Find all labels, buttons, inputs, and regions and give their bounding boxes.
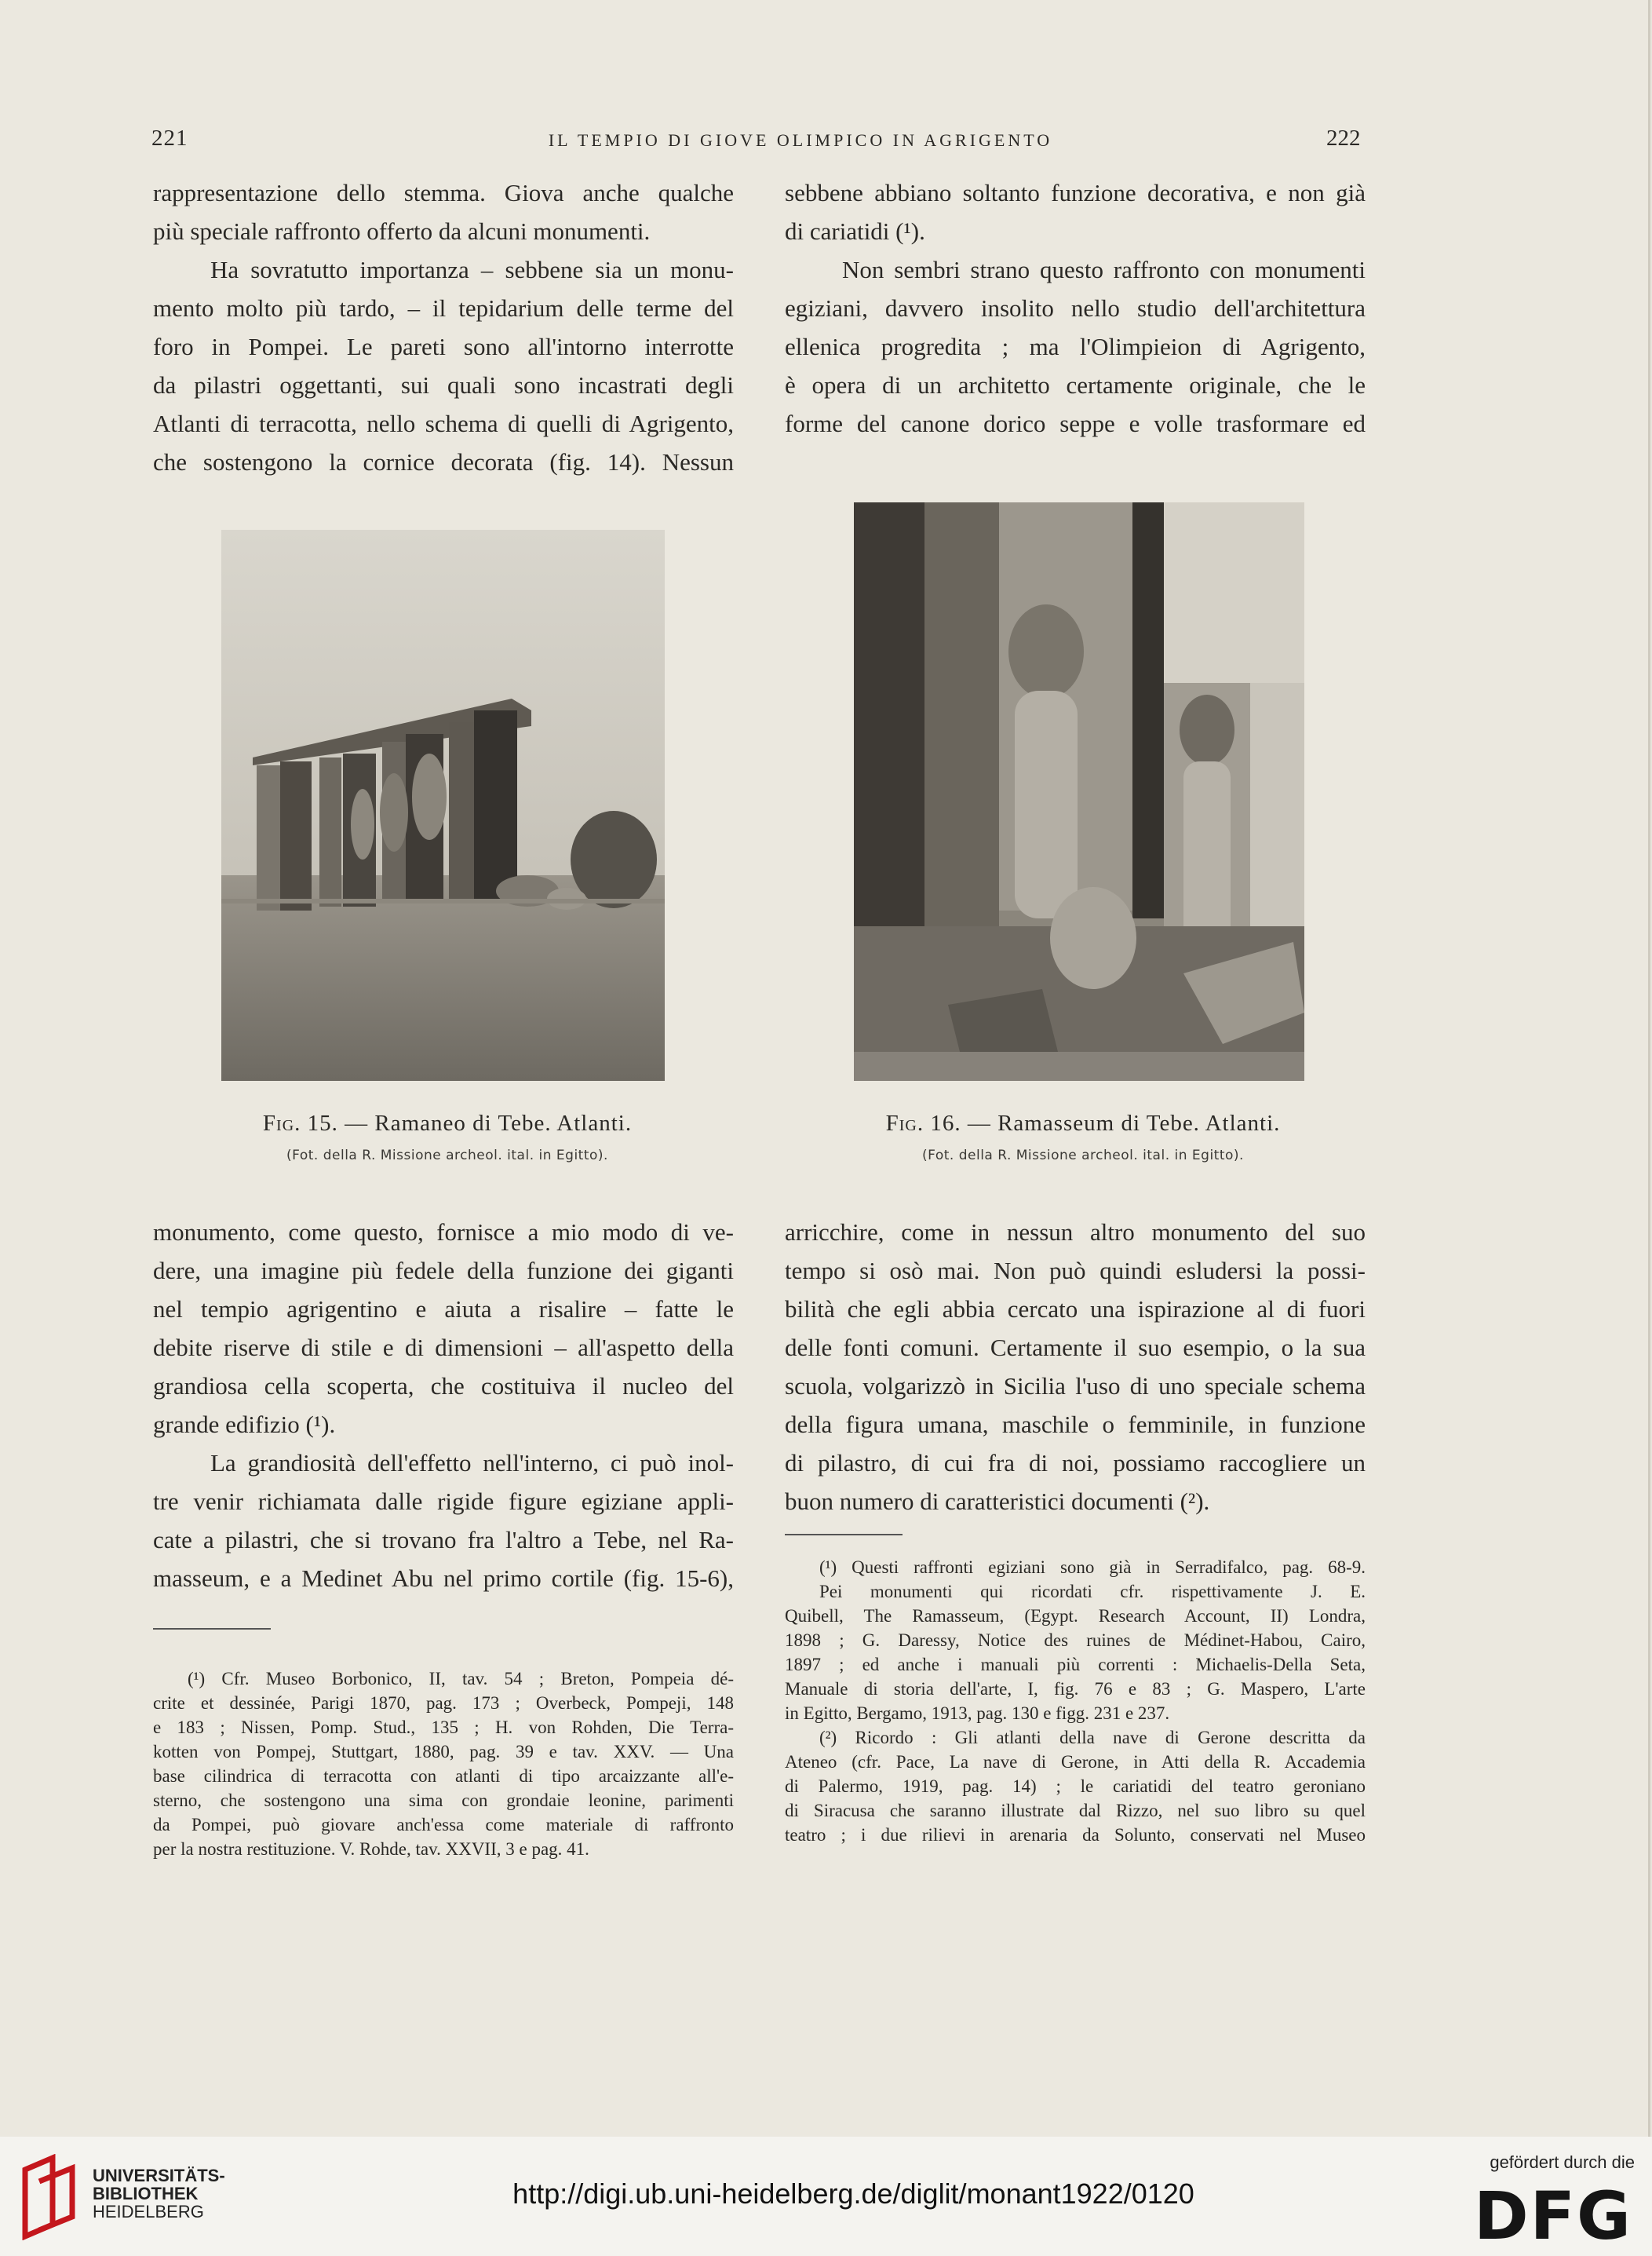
footnote-line: 1898 ; G. Daressy, Notice des ruines de Médinet-Habou, Cairo, — [785, 1630, 1366, 1650]
footnote-line: per la nostra restituzione. V. Rohde, tav. XXVII, 3 e pag. 41. — [153, 1839, 589, 1859]
text-line: di pilastro, di cui fra di noi, possiamo raccogliere un — [785, 1449, 1366, 1477]
text-line: scuola, volgarizzò in Sicilia l'uso di uno speciale schema — [785, 1372, 1366, 1400]
library-footer — [0, 2137, 1652, 2256]
text-line: Non sembri strano questo raffronto con monumenti — [842, 256, 1366, 283]
footnote-line: kotten von Pompej, Stuttgart, 1880, pag. 39 e tav. XXV. — Una — [153, 1742, 734, 1761]
text-line: delle fonti comuni. Certamente il suo esempio, o la sua — [785, 1334, 1366, 1361]
dfg-logo: DFG — [1473, 2178, 1632, 2254]
footnote-line: 1897 ; ed anche i manuali più correnti : Michaelis-Della Seta, — [785, 1655, 1366, 1674]
text-line: di cariatidi (¹). — [785, 217, 925, 245]
text-column-bottom-left — [153, 1213, 734, 1597]
footnote-line: di Siracusa che saranno illustrate dal Rizzo, nel suo libro su quel — [785, 1801, 1366, 1820]
footnote-line: di Palermo, 1919, pag. 14) ; le cariatidi del teatro geroniano — [785, 1776, 1366, 1796]
footnote-line: (²) Ricordo : Gli atlanti della nave di Gerone descritta da — [819, 1728, 1366, 1747]
footnote-line: sterno, che sostengono una sima con grondaie leonine, parimenti — [153, 1791, 734, 1810]
footnote-line: (¹) Cfr. Museo Borbonico, II, tav. 54 ; Breton, Pompeia dé- — [188, 1669, 734, 1688]
text-line: è opera di un architetto certamente originale, che le — [785, 371, 1366, 399]
text-column-top-left — [153, 173, 734, 481]
text-line: tempo si osò mai. Non può quindi esludersi la possi- — [785, 1257, 1366, 1284]
page-number-right: 222 — [1326, 126, 1361, 151]
footnote-line: teatro ; i due rilievi in arenaria da Solunto, conservati nel Museo — [785, 1825, 1366, 1845]
text-line: rappresentazione dello stemma. Giova anche qualche — [153, 179, 734, 206]
text-line: bilità che egli abbia cercato una ispirazione al di fuori — [785, 1295, 1366, 1323]
text-line: più speciale raffronto offerto da alcuni monumenti. — [153, 217, 651, 245]
text-line: foro in Pompei. Le pareti sono all'intorno interrotte — [153, 333, 734, 360]
funded-by-label: gefördert durch die — [1490, 2152, 1635, 2172]
figure-16-credit: (Fot. della R. Missione archeol. ital. in Egitto). — [922, 1148, 1244, 1163]
text-line: ellenica progredita ; ma l'Olimpieion di Agrigento, — [785, 333, 1366, 360]
page-number-left: 221 — [151, 126, 188, 151]
footnote-line: da Pompei, può giovare anch'essa come materiale di raffronto — [153, 1815, 734, 1834]
footnote-rule-right — [785, 1534, 903, 1535]
text-line: arricchire, come in nessun altro monumento del suo — [785, 1218, 1366, 1246]
text-line: dere, una imagine più fedele della funzione dei giganti — [153, 1257, 734, 1284]
text-line: tre venir richiamata dalle rigide figure egiziane appli- — [153, 1488, 734, 1515]
text-line: Atlanti di terracotta, nello schema di quelli di Agrigento, — [153, 410, 734, 437]
text-line: buon numero di caratteristici documenti (²). — [785, 1488, 1210, 1515]
footnote-line: (¹) Questi raffronti egiziani sono già in Serradifalco, pag. 68-9. — [819, 1557, 1366, 1577]
footnote-line: in Egitto, Bergamo, 1913, pag. 130 e figg. 231 e 237. — [785, 1703, 1170, 1723]
footnotes-left — [153, 1666, 734, 1861]
footnote-line: Manuale di storia dell'arte, I, fig. 76 e 83 ; G. Maspero, L'arte — [785, 1679, 1366, 1699]
text-line: grandiosa cella scoperta, che costituiva il nucleo del — [153, 1372, 734, 1400]
text-line: nel tempio agrigentino e aiuta a risalire – fatte le — [153, 1295, 734, 1323]
text-line: della figura umana, maschile o femminile, in funzione — [785, 1411, 1366, 1438]
footnotes-right — [785, 1555, 1366, 1847]
text-line: cate a pilastri, che si trovano fra l'altro a Tebe, nel Ra- — [153, 1526, 734, 1553]
text-column-bottom-right — [785, 1213, 1366, 1520]
text-line: egiziani, davvero insolito nello studio dell'architettura — [785, 294, 1366, 322]
text-line: mento molto più tardo, – il tepidarium delle terme del — [153, 294, 734, 322]
text-line: da pilastri oggettanti, sui quali sono incastrati degli — [153, 371, 734, 399]
figure-15-credit: (Fot. della R. Missione archeol. ital. in Egitto). — [286, 1148, 608, 1163]
footnote-rule-left — [153, 1628, 271, 1630]
footnote-line: Pei monumenti qui ricordati cfr. rispettivamente J. E. — [819, 1582, 1366, 1601]
text-line: sebbene abbiano soltanto funzione decorativa, e non già — [785, 179, 1366, 206]
figure-15-caption: Fig. 15. — Ramaneo di Tebe. Atlanti. — [262, 1111, 633, 1136]
footnote-line: Ateneo (cfr. Pace, La nave di Gerone, in Atti della R. Accademia — [785, 1752, 1366, 1772]
text-line: che sostengono la cornice decorata (fig. 14). Nessun — [153, 448, 734, 476]
permalink-url[interactable]: http://digi.ub.uni-heidelberg.de/diglit/monant1922/0120 — [512, 2178, 1194, 2210]
text-line: La grandiosità dell'effetto nell'interno, ci può inol- — [210, 1449, 734, 1477]
figure-16-caption: Fig. 16. — Ramasseum di Tebe. Atlanti. — [885, 1111, 1281, 1136]
library-name: UNIVERSITÄTS- BIBLIOTHEK HEIDELBERG — [93, 2166, 225, 2221]
footnote-line: crite et dessinée, Parigi 1870, pag. 173 ; Overbeck, Pompeji, 148 — [153, 1693, 734, 1713]
figure-16-photo — [854, 502, 1304, 1081]
running-title: IL TEMPIO DI GIOVE OLIMPICO IN AGRIGENTO — [548, 130, 1053, 150]
text-line: monumento, come questo, fornisce a mio modo di ve- — [153, 1218, 734, 1246]
footnote-line: e 183 ; Nissen, Pomp. Stud., 135 ; H. von Rohden, Die Terra- — [153, 1718, 734, 1737]
footnote-line: Quibell, The Ramasseum, (Egypt. Research Account, II) Londra, — [785, 1606, 1366, 1626]
text-line: forme del canone dorico seppe e volle trasformare ed — [785, 410, 1366, 437]
text-line: Ha sovratutto importanza – sebbene sia un monu- — [210, 256, 734, 283]
text-line: debite riserve di stile e di dimensioni – all'aspetto della — [153, 1334, 734, 1361]
text-line: masseum, e a Medinet Abu nel primo cortile (fig. 15-6), — [153, 1564, 734, 1592]
footnote-line: base cilindrica di terracotta con atlanti di tipo arcaizzante all'e- — [153, 1766, 734, 1786]
text-column-top-right — [785, 173, 1366, 443]
text-line: grande edifizio (¹). — [153, 1411, 336, 1438]
figure-15-photo — [221, 530, 665, 1081]
